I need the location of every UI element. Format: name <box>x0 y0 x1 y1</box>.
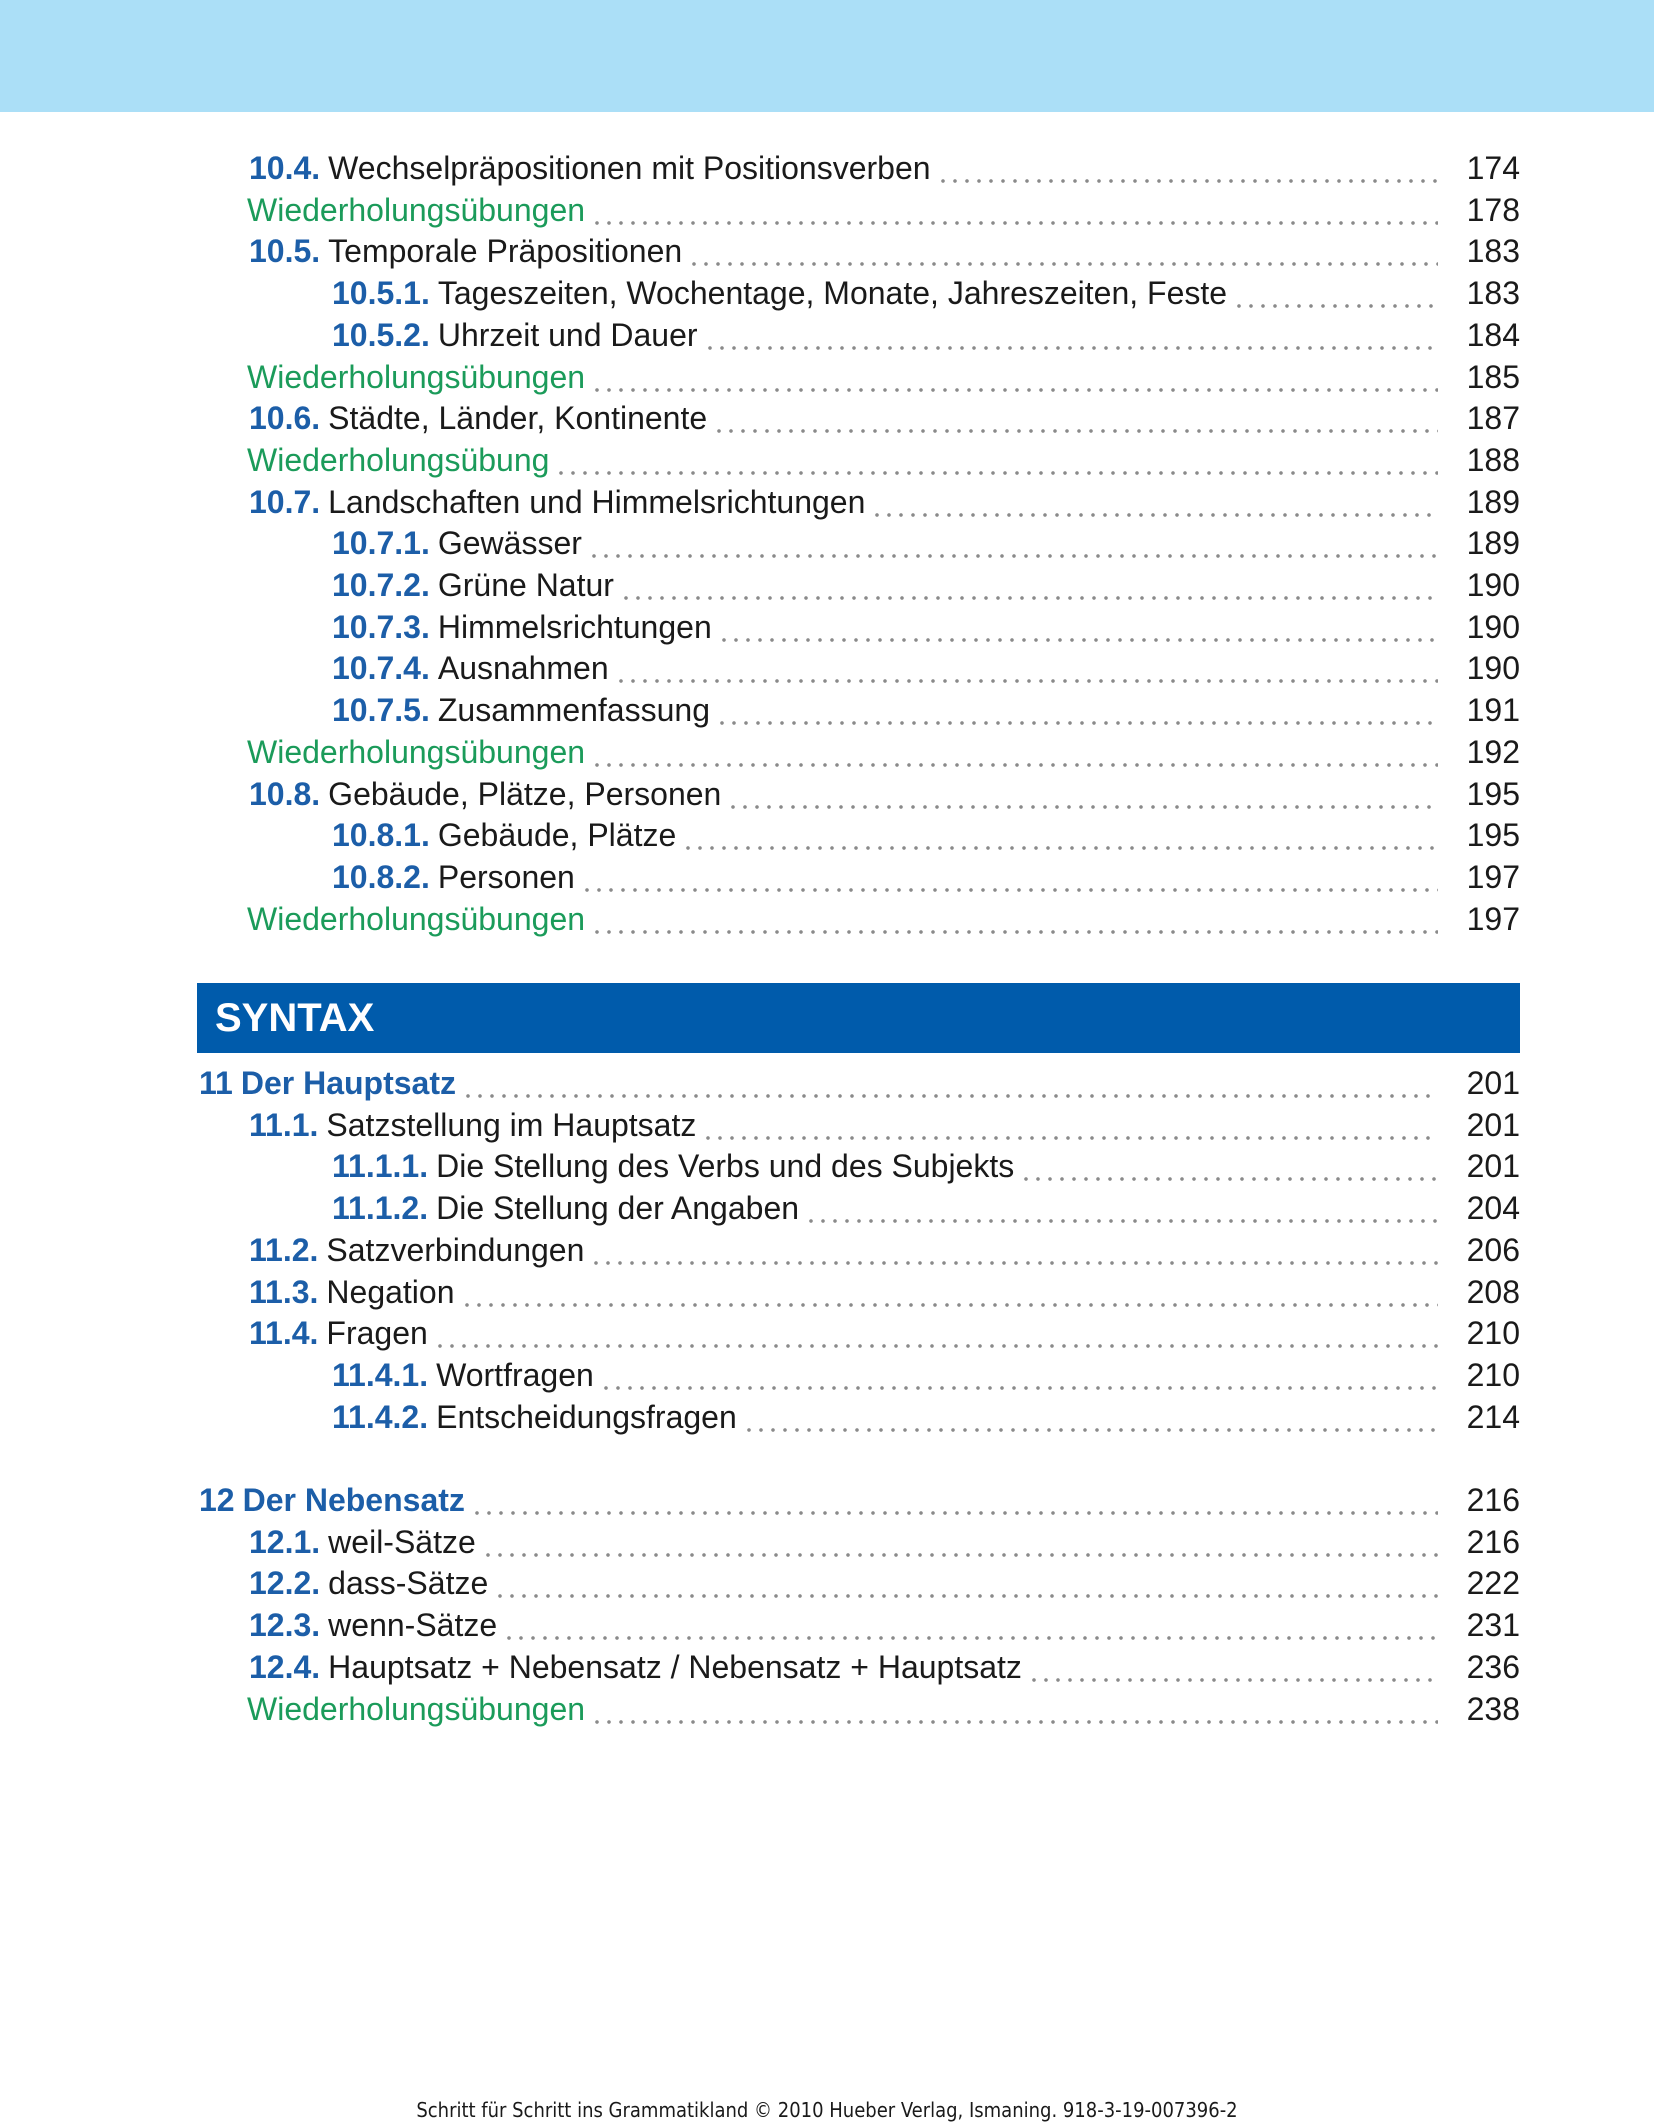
toc-entry-number: 10.5.1. <box>332 275 430 312</box>
dot-leader <box>469 1479 1438 1521</box>
toc-entry-title: Wiederholungsübungen <box>247 1690 586 1727</box>
toc-entry-review <box>247 898 1520 940</box>
toc-entry <box>332 272 1520 314</box>
toc-entry-title: Die Stellung des Verbs und des Subjekts <box>436 1148 1015 1185</box>
toc-entry <box>249 1271 1520 1313</box>
dot-leader <box>618 564 1438 606</box>
toc-entry-page: 191 <box>1466 692 1520 729</box>
toc-entry <box>249 1521 1520 1563</box>
dot-leader <box>686 230 1438 272</box>
toc-entry-page: 195 <box>1466 817 1520 854</box>
toc-entry-title: Wortfragen <box>436 1356 594 1393</box>
toc-entry-title: Die Stellung der Angaben <box>436 1190 800 1227</box>
toc-entry-page: 222 <box>1466 1565 1520 1602</box>
toc-entry <box>332 522 1520 564</box>
dot-leader <box>1026 1646 1438 1688</box>
toc-entry-page: 189 <box>1466 525 1520 562</box>
dot-leader <box>589 898 1438 940</box>
dot-leader <box>613 647 1438 689</box>
top-color-band <box>0 0 1654 112</box>
toc-entry-page: 201 <box>1466 1065 1520 1101</box>
toc-entry <box>332 814 1520 856</box>
dot-leader <box>714 689 1438 731</box>
toc-entry-title: wenn-Sätze <box>328 1607 498 1644</box>
toc-entry-title: Ausnahmen <box>437 650 609 687</box>
dot-leader <box>869 481 1438 523</box>
dot-leader <box>460 1062 1438 1104</box>
dot-leader <box>589 189 1438 231</box>
toc-entry <box>332 314 1520 356</box>
toc-entry-number: 10.7.4. <box>332 650 430 687</box>
toc-entry <box>332 689 1520 731</box>
toc-entry-number: 12.1. <box>249 1523 321 1560</box>
toc-entry-number: 11.4.1. <box>332 1356 429 1393</box>
toc-entry-page: 185 <box>1466 358 1520 395</box>
toc-entry-title: Der Hauptsatz <box>240 1065 456 1101</box>
toc-entry-page: 236 <box>1466 1648 1520 1685</box>
dot-leader <box>579 856 1438 898</box>
toc-entry-number: 11.2. <box>249 1231 319 1268</box>
toc-entry-title: Satzstellung im Hauptsatz <box>326 1106 697 1143</box>
toc-entry-title: Hauptsatz + Nebensatz / Nebensatz + Hauptsatz <box>328 1648 1022 1685</box>
toc-entry-title: Wiederholungsübungen <box>247 191 586 228</box>
toc-entry-page: 188 <box>1466 441 1520 478</box>
toc-entry <box>332 1396 1520 1438</box>
toc-entry-page: 204 <box>1466 1190 1520 1227</box>
toc-entry-title: Himmelsrichtungen <box>437 608 712 645</box>
toc-entry <box>249 147 1520 189</box>
dot-leader <box>586 522 1438 564</box>
dot-leader <box>711 397 1438 439</box>
toc-entry-title: Negation <box>326 1273 455 1310</box>
toc-entry-page: 178 <box>1466 191 1520 228</box>
toc-entry-number: 11.3. <box>249 1273 319 1310</box>
dot-leader <box>589 731 1438 773</box>
toc-entry-page: 190 <box>1466 608 1520 645</box>
toc-entry-number: 10.8.2. <box>332 858 430 895</box>
toc-entry-page: 216 <box>1466 1482 1520 1518</box>
toc-entry-number: 10.6. <box>249 400 321 437</box>
toc-entry <box>249 481 1520 523</box>
toc-entry-title: Wiederholungsübungen <box>247 358 586 395</box>
toc-entry-number: 12.4. <box>249 1648 321 1685</box>
toc-entry-number: 10.8.1. <box>332 817 430 854</box>
dot-leader <box>803 1187 1438 1229</box>
toc-entry-page: 208 <box>1466 1273 1520 1310</box>
toc-entry-page: 192 <box>1466 733 1520 770</box>
dot-leader <box>589 1688 1438 1730</box>
toc-entry-title: Gebäude, Plätze <box>437 817 677 854</box>
toc-entry-page: 197 <box>1466 858 1520 895</box>
toc-entry-title: Wiederholungsübungen <box>247 900 586 937</box>
toc-entry-review <box>247 189 1520 231</box>
toc-entry-page: 210 <box>1466 1315 1520 1352</box>
dot-leader <box>501 1604 1438 1646</box>
toc-entry <box>249 1604 1520 1646</box>
toc-entry-page: 195 <box>1466 775 1520 812</box>
toc-entry-number: 10.7.2. <box>332 567 430 603</box>
toc-entry-review <box>247 1688 1520 1730</box>
toc-entry-review <box>247 731 1520 773</box>
toc-entry <box>249 1562 1520 1604</box>
toc-entry <box>249 1646 1520 1688</box>
dot-leader <box>1231 272 1438 314</box>
toc-entry-review <box>247 356 1520 398</box>
toc-entry-title: Entscheidungsfragen <box>436 1398 737 1435</box>
toc-entry-title: Personen <box>437 858 575 895</box>
toc-entry <box>249 1104 1520 1146</box>
toc-entry <box>332 1354 1520 1396</box>
toc-entry-number: 10.4. <box>249 150 321 186</box>
toc-entry <box>332 1145 1520 1187</box>
toc-entry-title: Grüne Natur <box>437 567 614 603</box>
toc-entry-page: 206 <box>1466 1231 1520 1268</box>
toc-entry <box>332 606 1520 648</box>
toc-entry-title: Landschaften und Himmelsrichtungen <box>328 483 866 520</box>
toc-entry-title: dass-Sätze <box>328 1565 489 1602</box>
dot-leader <box>492 1562 1438 1604</box>
dot-leader <box>589 356 1438 398</box>
toc-entry-number: 11.4. <box>249 1315 319 1352</box>
toc-entry-page: 214 <box>1466 1398 1520 1435</box>
toc-entry-title: Wechselpräpositionen mit Positionsverben <box>328 150 931 186</box>
toc-entry <box>199 1062 1520 1104</box>
toc-entry-number: 12.2. <box>249 1565 321 1602</box>
toc-entry-number: 12.3. <box>249 1607 321 1644</box>
toc-entry-title: Tageszeiten, Wochentage, Monate, Jahreszeiten, Feste <box>437 275 1228 312</box>
dot-leader <box>459 1271 1439 1313</box>
toc-entry <box>249 1312 1520 1354</box>
toc-entry-title: Wiederholungsübung <box>247 441 550 478</box>
dot-leader <box>1018 1145 1438 1187</box>
toc-entry-page: 190 <box>1466 567 1520 603</box>
toc-entry-page: 216 <box>1466 1523 1520 1560</box>
toc-entry-number: 10.5.2. <box>332 316 430 353</box>
toc-entry <box>249 1229 1520 1271</box>
toc-entry-number: 10.7.3. <box>332 608 430 645</box>
toc-entry-page: 174 <box>1466 150 1520 186</box>
dot-leader <box>741 1396 1438 1438</box>
dot-leader <box>935 147 1438 189</box>
toc-entry-title: Wiederholungsübungen <box>247 733 586 770</box>
toc-entry-title: Gebäude, Plätze, Personen <box>328 775 722 812</box>
toc-entry-title: Zusammenfassung <box>437 692 710 729</box>
toc-entry-page: 189 <box>1466 483 1520 520</box>
toc-entry-number: 10.8. <box>249 775 321 812</box>
dot-leader <box>480 1521 1438 1563</box>
toc-entry-page: 210 <box>1466 1356 1520 1393</box>
toc-entry-number: 11 <box>199 1065 233 1101</box>
toc-entry-page: 187 <box>1466 400 1520 437</box>
toc-entry-title: Gewässer <box>437 525 582 562</box>
toc-entry-page: 238 <box>1466 1690 1520 1727</box>
toc-entry-title: Der Nebensatz <box>242 1482 465 1518</box>
toc-entry-number: 11.1.2. <box>332 1190 429 1227</box>
toc-entry-title: weil-Sätze <box>328 1523 476 1560</box>
toc-entry <box>332 1187 1520 1229</box>
toc-entry-title: Städte, Länder, Kontinente <box>328 400 708 437</box>
toc-entry-page: 184 <box>1466 316 1520 353</box>
toc-entry <box>332 856 1520 898</box>
page-footer: Schritt für Schritt ins Grammatikland © 2010 Hueber Verlag, Ismaning. 918-3-19-007396-2 <box>416 2098 1238 2122</box>
toc-entry-review <box>247 439 1520 481</box>
toc-entry <box>249 230 1520 272</box>
toc-entry <box>199 1479 1520 1521</box>
toc-entry-number: 12 <box>199 1482 235 1518</box>
dot-leader <box>702 314 1438 356</box>
toc-entry <box>332 647 1520 689</box>
dot-leader <box>553 439 1438 481</box>
section-heading: SYNTAX <box>197 983 1520 1053</box>
dot-leader <box>432 1312 1438 1354</box>
toc-entry-page: 201 <box>1466 1148 1520 1185</box>
toc-entry-page: 231 <box>1466 1607 1520 1644</box>
dot-leader <box>700 1104 1438 1146</box>
toc-entry-number: 10.7.5. <box>332 692 430 729</box>
toc-entry-title: Satzverbindungen <box>326 1231 585 1268</box>
toc-entry <box>332 564 1520 606</box>
toc-entry-page: 190 <box>1466 650 1520 687</box>
toc-entry-number: 10.7. <box>249 483 321 520</box>
toc-entry-page: 201 <box>1466 1106 1520 1143</box>
toc-entry-title: Temporale Präpositionen <box>328 233 683 270</box>
toc-entry-number: 11.1. <box>249 1106 319 1143</box>
toc-entry-number: 10.7.1. <box>332 525 430 562</box>
dot-leader <box>588 1229 1438 1271</box>
toc-entry-number: 10.5. <box>249 233 321 270</box>
dot-leader <box>598 1354 1438 1396</box>
toc-entry-page: 183 <box>1466 233 1520 270</box>
toc-entry-number: 11.4.2. <box>332 1398 429 1435</box>
toc-entry-page: 197 <box>1466 900 1520 937</box>
toc-entry <box>249 397 1520 439</box>
toc-entry-page: 183 <box>1466 275 1520 312</box>
toc-entry-title: Uhrzeit und Dauer <box>437 316 698 353</box>
dot-leader <box>680 814 1438 856</box>
toc-entry-title: Fragen <box>326 1315 428 1352</box>
dot-leader <box>725 773 1438 815</box>
dot-leader <box>716 606 1438 648</box>
toc-entry-number: 11.1.1. <box>332 1148 429 1185</box>
toc-entry <box>249 773 1520 815</box>
